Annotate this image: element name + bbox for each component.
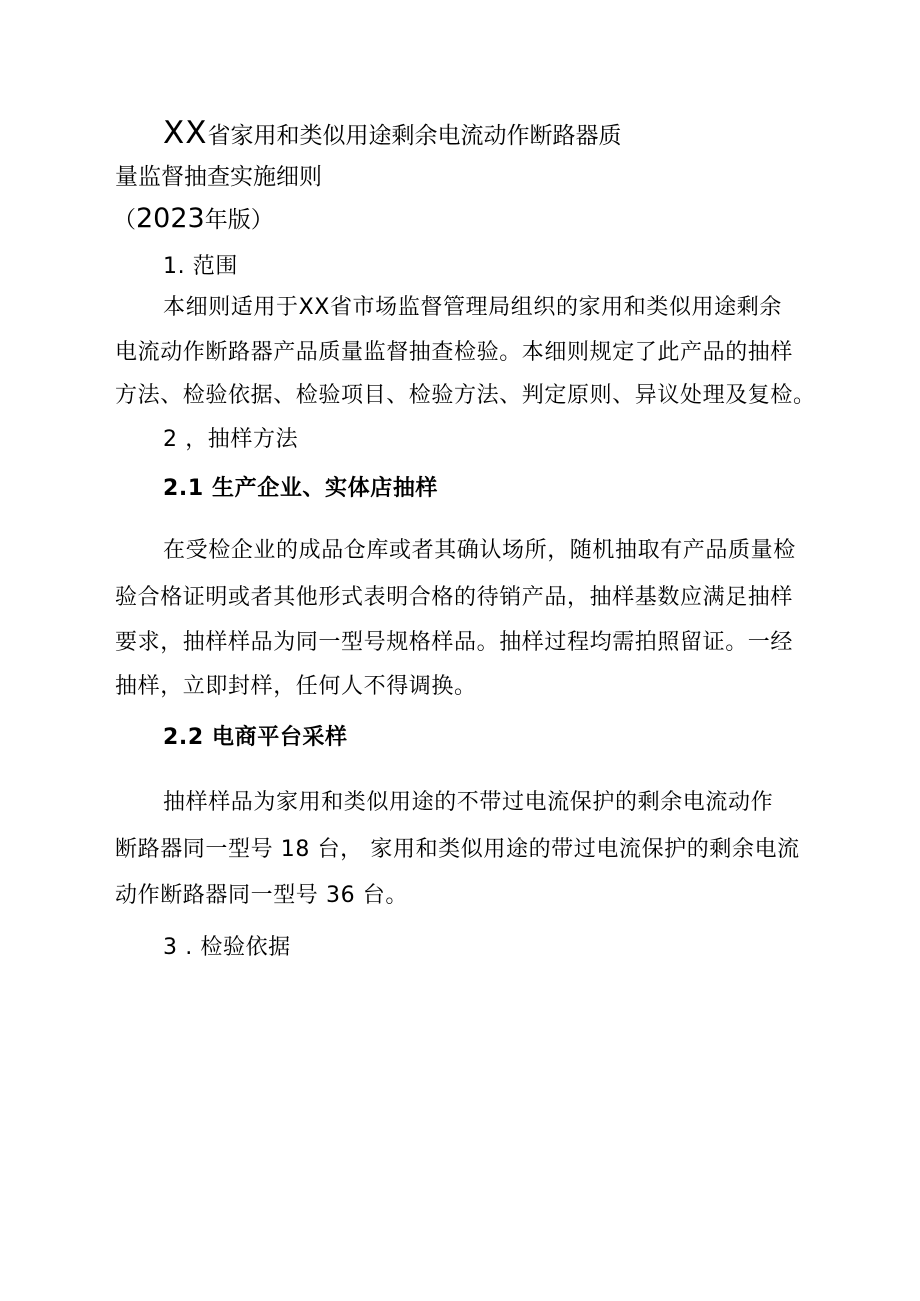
section-2-1-paragraph-line: 要求，抽样样品为同一型号规格样品。抽样过程均需拍照留证。一经 <box>115 630 794 655</box>
section-3-heading: 3 . 检验依据 <box>163 935 291 960</box>
title-edition <box>113 205 274 232</box>
section-2-heading: 2 ，抽样方法 <box>163 427 299 452</box>
section-2-1-heading: 2.1 生产企业、实体店抽样 <box>163 476 439 501</box>
section-2-2-paragraph-line: 断路器同一型号 18 台， 家用和类似用途的带过电流保护的剩余电流 <box>115 837 800 862</box>
title-line-1 <box>163 115 622 151</box>
section-2-2-paragraph-line: 抽样样品为家用和类似用途的不带过电流保护的剩余电流动作 <box>163 790 774 815</box>
section-1-paragraph-line: 方法、检验依据、检验项目、检验方法、判定原则、异议处理及复检。 <box>115 383 816 408</box>
section-1-paragraph-line: 电流动作断路器产品质量监督抽查检验。本细则规定了此产品的抽样 <box>115 340 794 365</box>
edition-suffix: 年版） <box>204 207 274 233</box>
edition-open-paren: （ <box>113 207 136 233</box>
section-1-heading: 1. 范围 <box>163 254 238 279</box>
edition-year: 2023 <box>136 203 205 234</box>
title-line-2: 量监督抽查实施细则 <box>115 164 322 190</box>
section-2-1-paragraph-line: 验合格证明或者其他形式表明合格的待销产品，抽样基数应满足抽样 <box>115 585 794 610</box>
section-2-2-heading: 2.2 电商平台采样 <box>163 725 348 750</box>
section-2-1-paragraph-line: 抽样，立即封样，任何人不得调换。 <box>115 674 477 699</box>
section-2-1-paragraph-line: 在受检企业的成品仓库或者其确认场所，随机抽取有产品质量检 <box>163 538 796 563</box>
section-1-paragraph-line: 本细则适用于XX省市场监督管理局组织的家用和类似用途剩余 <box>163 295 782 320</box>
title-prefix: XX <box>163 115 208 151</box>
section-2-2-paragraph-line: 动作断路器同一型号 36 台。 <box>115 883 408 908</box>
title-line-1-text: 省家用和类似用途剩余电流动作断路器质 <box>207 123 622 149</box>
